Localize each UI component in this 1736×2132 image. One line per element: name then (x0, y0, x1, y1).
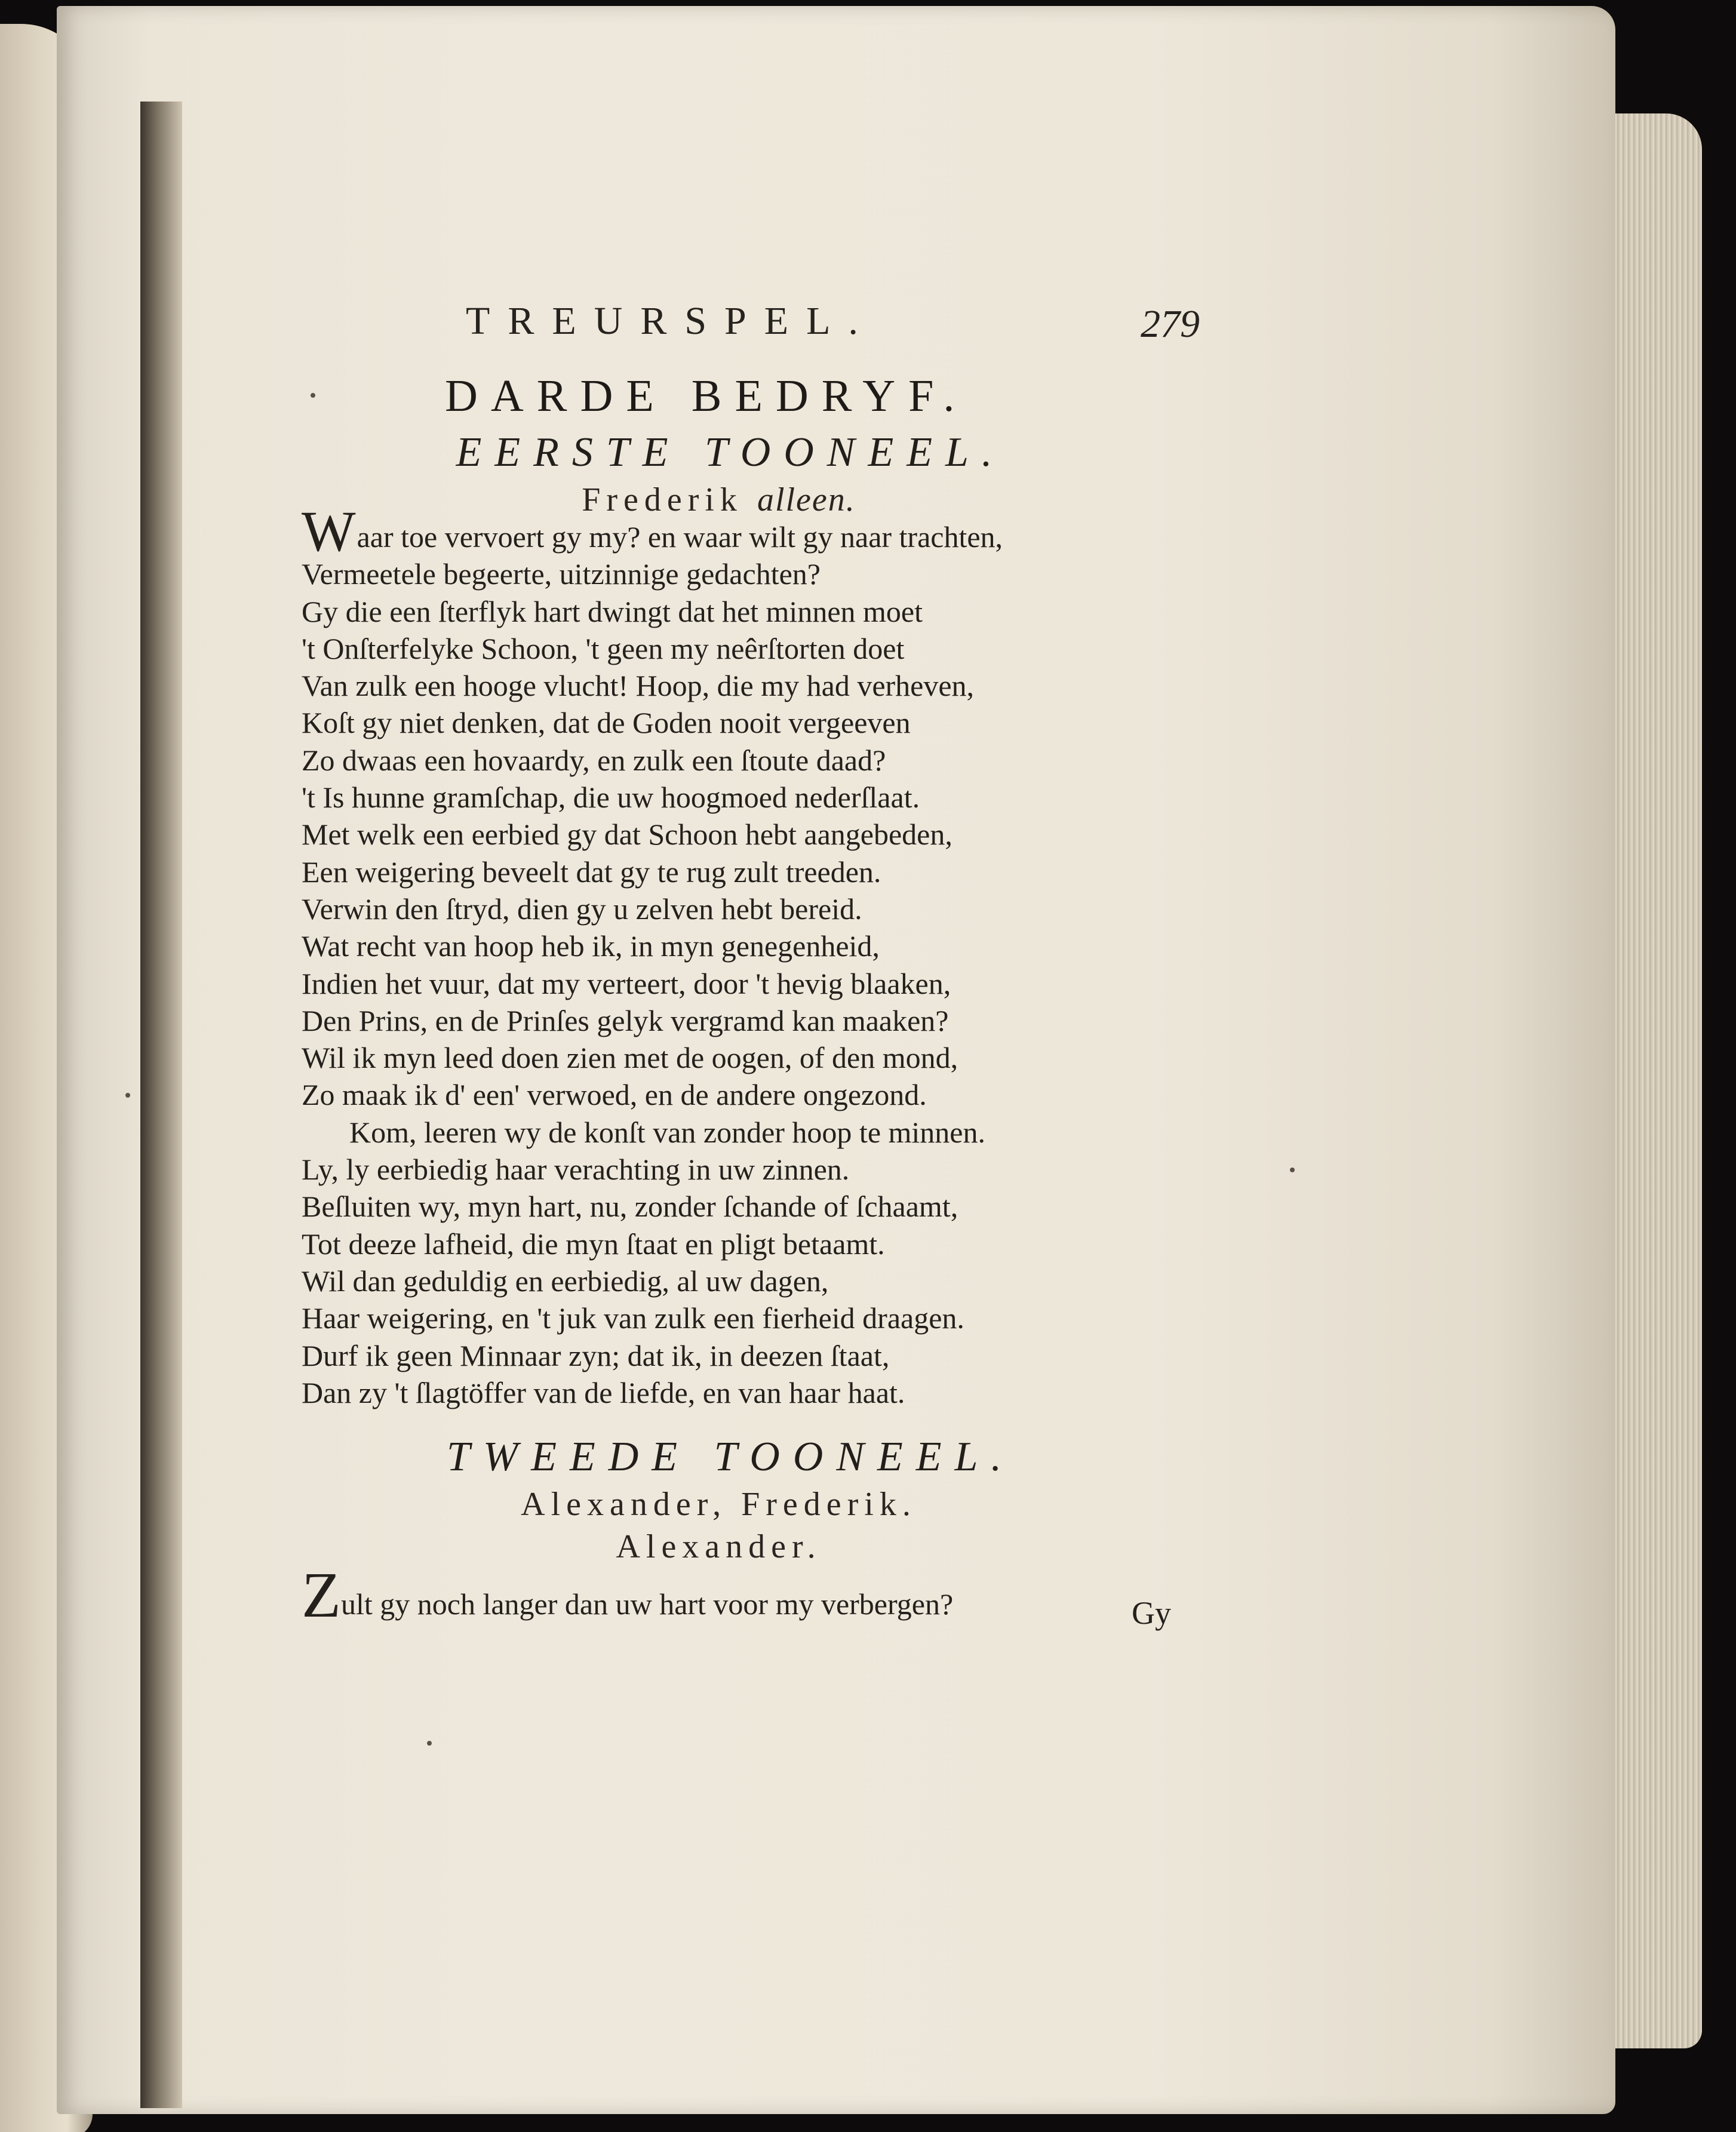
verse-line: Indien het vuur, dat my verteert, door 't hevig blaaken, (302, 966, 951, 1000)
drop-cap: W (302, 499, 356, 563)
verse-line: Wil ik myn leed doen zien met de oogen, of den mond, (302, 1041, 958, 1075)
speaker-note: alleen. (757, 481, 856, 518)
verse-line: 't Is hunne gramſchap, die uw hoogmoed nederſlaat. (302, 781, 920, 815)
verse-line: Een weigering beveelt dat gy te rug zult treeden. (302, 855, 881, 889)
scene-title-2: TWEEDE TOONEEL. (447, 1434, 1015, 1480)
speaker-heading-2: Alexander. (616, 1528, 822, 1565)
verse-line: Ly, ly eerbiedig haar verachting in uw zinnen. (302, 1153, 850, 1187)
verse-block-2 (302, 1559, 953, 1633)
speaker-heading-1 (0, 481, 1587, 519)
verse-line-indented: Kom, leeren wy de konſt van zonder hoop te minnen. (349, 1115, 985, 1149)
act-title: DARDE BEDRYF. (445, 371, 968, 421)
verse-line: Met welk een eerbied gy dat Schoon hebt aangebeden, (302, 818, 953, 852)
verse-line: Wat recht van hoop heb ik, in myn genegenheid, (302, 929, 880, 963)
paper-speck (427, 1741, 432, 1746)
verse-line: Van zulk een hooge vlucht! Hoop, die my had verheven, (302, 669, 975, 703)
running-head: TREURSPEL. (466, 299, 876, 343)
verse-line: Dan zy 't ſlagtöffer van de liefde, en van haar haat. (302, 1375, 905, 1409)
verse-line-text: aar toe vervoert gy my? en waar wilt gy naar trachten, (357, 520, 1003, 554)
paper-speck (1290, 1168, 1295, 1172)
verse-line: Haar weigering, en 't juk van zulk een fierheid draagen. (302, 1301, 964, 1335)
verse-line: Zo maak ik d' een' verwoed, en de andere ongezond. (302, 1078, 927, 1112)
character-list: Alexander, Frederik. (521, 1486, 917, 1523)
verse-line: Vermeetele begeerte, uitzinnige gedachten? (302, 557, 821, 591)
verse-line-text: ult gy noch langer dan uw hart voor my verbergen? (340, 1587, 954, 1621)
paper-speck (311, 393, 315, 398)
page-gutter (140, 102, 182, 2108)
verse-line: Koſt gy niet denken, dat de Goden nooit vergeeven (302, 706, 911, 740)
verse-line: Beſluiten wy, myn hart, nu, zonder ſchande of ſchaamt, (302, 1190, 958, 1224)
verse-line: Verwin den ſtryd, dien gy u zelven hebt bereid. (302, 892, 862, 926)
verse-line: Gy die een ſterflyk hart dwingt dat het minnen moet (302, 594, 923, 628)
verse-line: Durf ik geen Minnaar zyn; dat ik, in deezen ſtaat, (302, 1338, 890, 1372)
catchword: Gy (1132, 1595, 1171, 1631)
speaker-name: Frederik (582, 481, 743, 518)
verse-line: Tot deeze lafheid, die myn ſtaat en pligt betaamt. (302, 1227, 885, 1261)
drop-cap: Z (302, 1560, 341, 1631)
verse-line: 't Onſterfelyke Schoon, 't geen my neêrſtorten doet (302, 631, 905, 665)
scene-title-1: EERSTE TOONEEL. (456, 429, 1006, 475)
paper-speck (125, 1093, 130, 1098)
verse-line: Zo dwaas een hovaardy, en zulk een ſtoute daad? (302, 743, 886, 777)
page-number: 279 (1141, 302, 1200, 346)
verse-line: Den Prins, en de Prinſes gelyk vergramd kan maaken? (302, 1003, 949, 1037)
verse-line: Wil dan geduldig en eerbiedig, al uw dagen, (302, 1264, 829, 1298)
